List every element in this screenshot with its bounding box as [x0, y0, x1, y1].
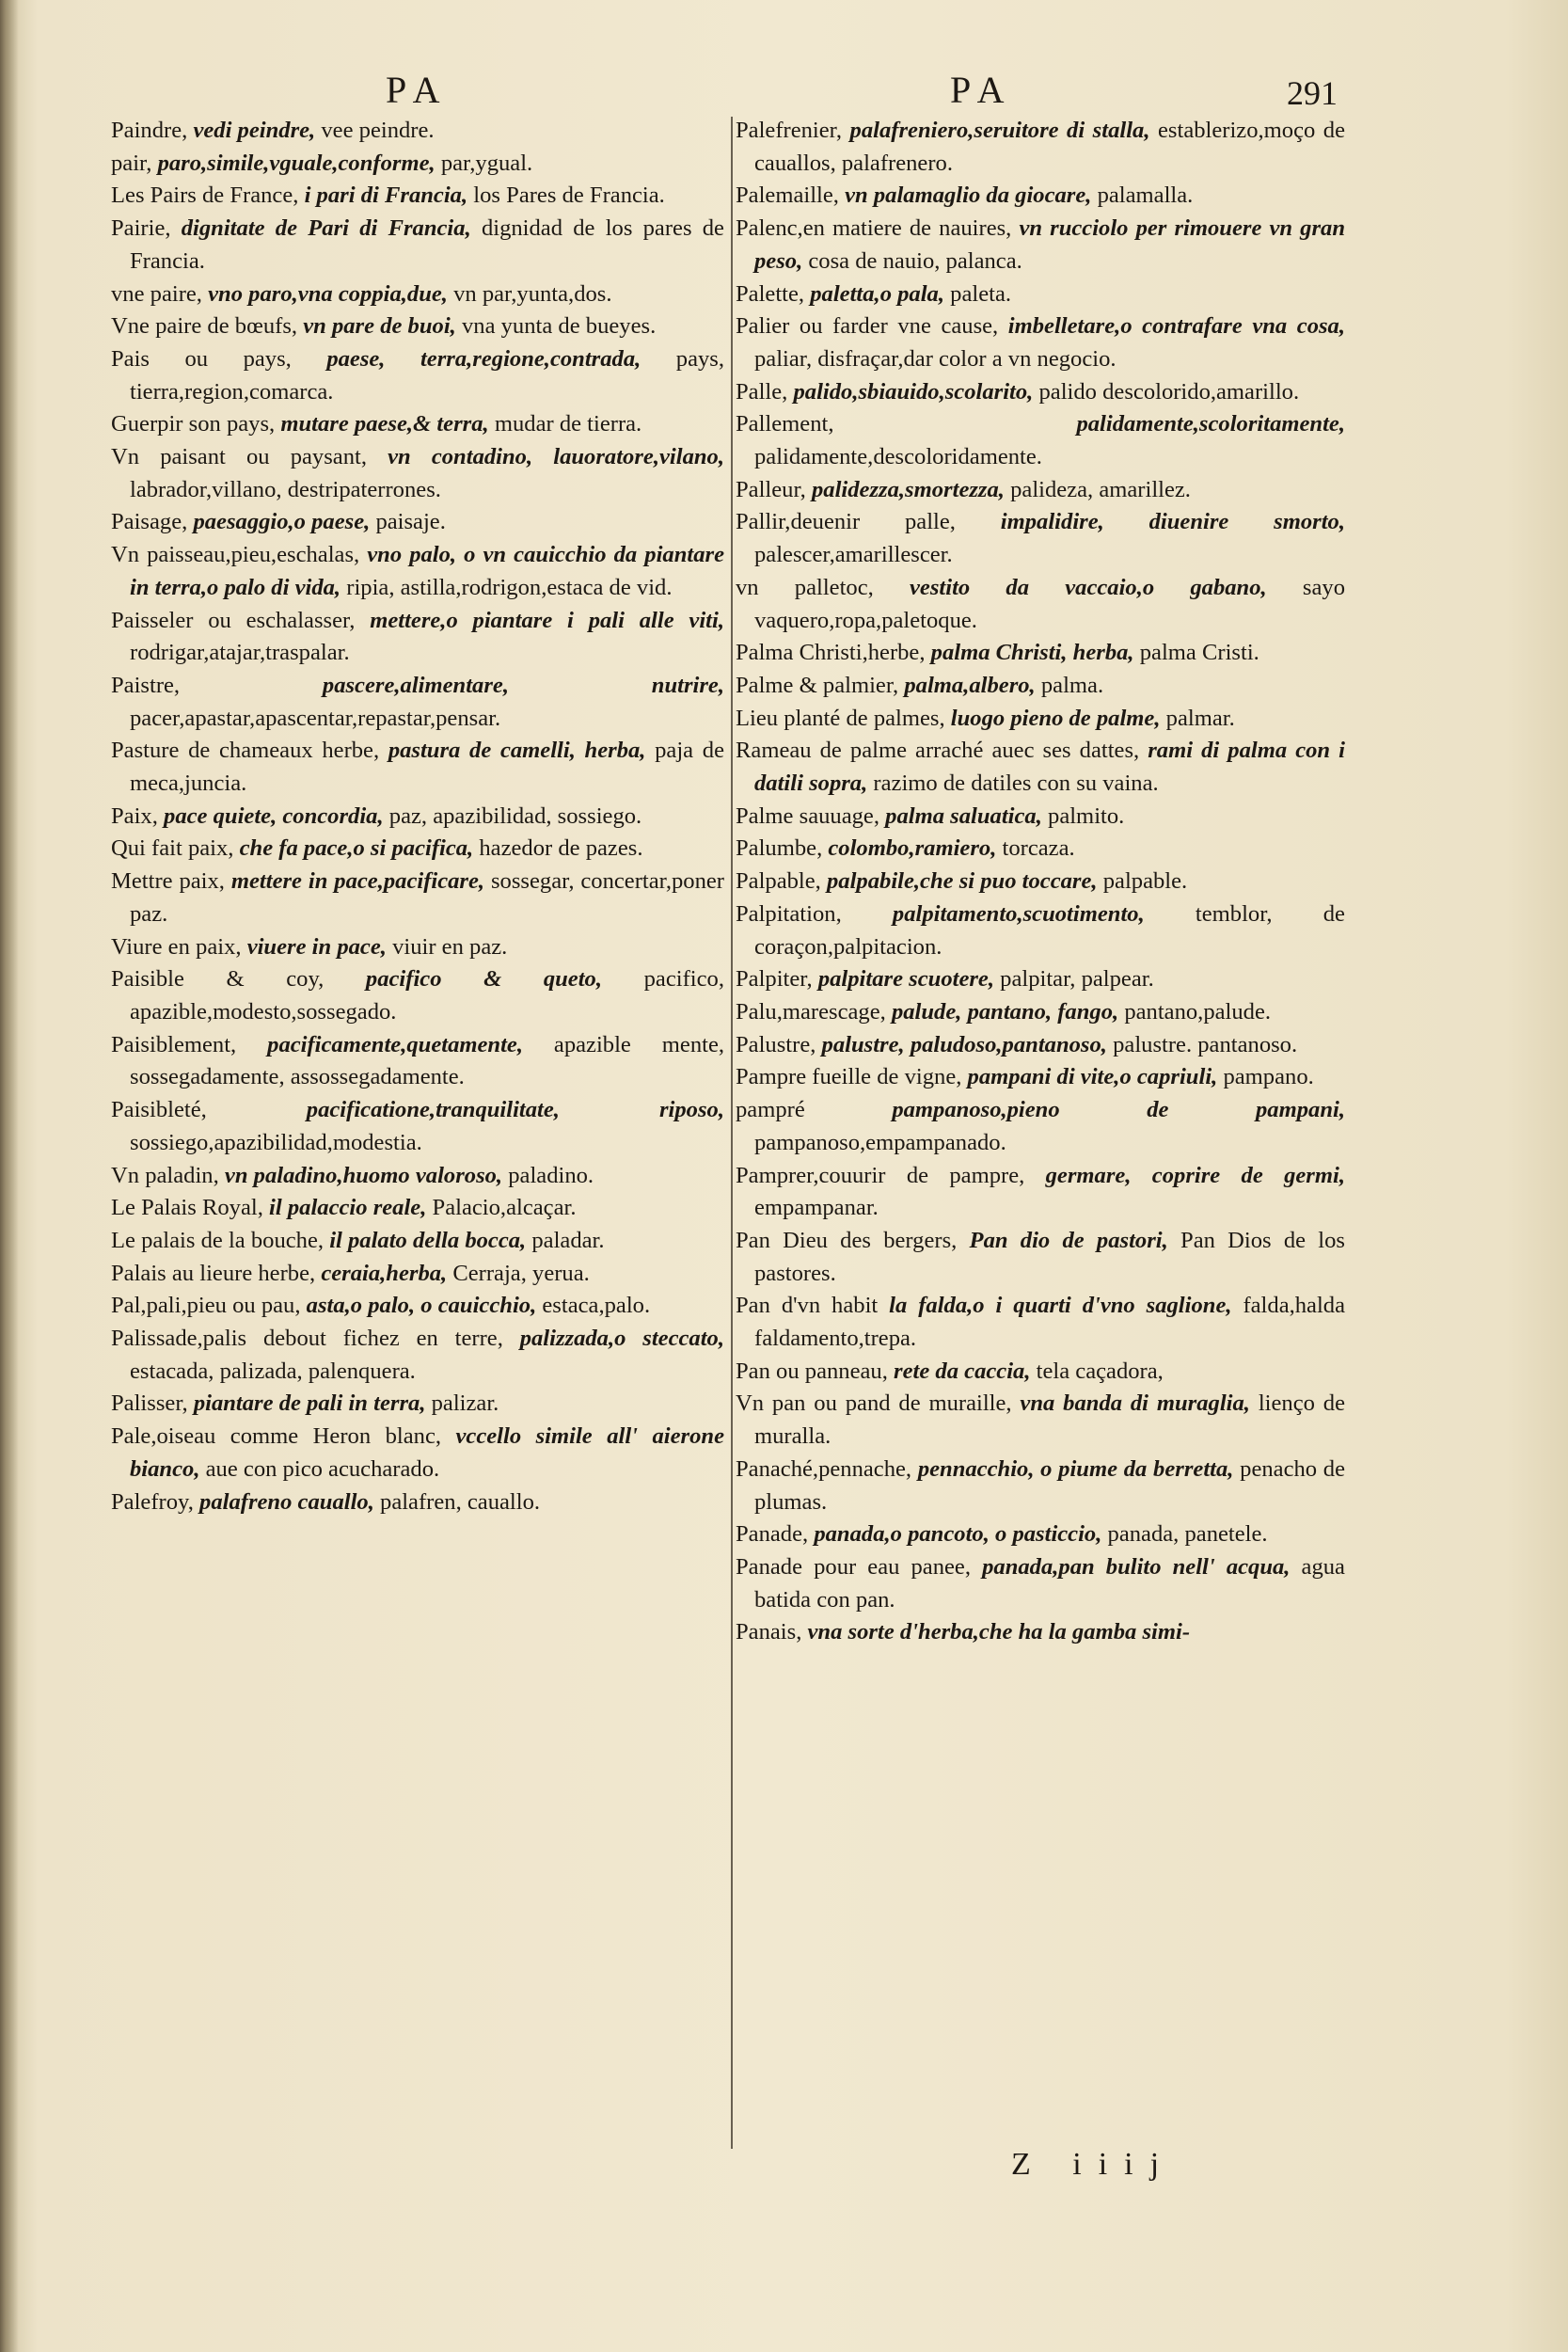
- italian-gloss: vn pare de buoi,: [303, 313, 456, 340]
- dictionary-entry: [736, 1356, 1345, 1389]
- french-headword: Lieu planté de palmes,: [736, 705, 945, 731]
- italian-gloss: palpabile,che si puo toccare,: [827, 868, 1098, 895]
- spanish-gloss: estacada, palizada, palenquera.: [130, 1358, 416, 1384]
- italian-gloss: mettere,o piantare i pali alle viti,: [370, 607, 724, 633]
- dictionary-entry: [736, 408, 1345, 473]
- dictionary-entry: [111, 148, 724, 181]
- french-headword: pampré: [736, 1097, 805, 1123]
- spanish-gloss: penacho de plumas.: [754, 1455, 1346, 1515]
- italian-gloss: vna banda di muraglia,: [1020, 1391, 1250, 1417]
- dictionary-entry: [736, 1616, 1345, 1649]
- french-headword: Pampre fueille de vigne,: [736, 1064, 962, 1090]
- italian-gloss: vno paro,vna coppia,due,: [208, 280, 448, 307]
- dictionary-entry: [736, 963, 1345, 996]
- dictionary-entry: [736, 474, 1345, 507]
- italian-gloss: vn paladino,huomo valoroso,: [224, 1162, 503, 1188]
- italian-gloss: panada,pan bulito nell' acqua,: [982, 1553, 1291, 1580]
- italian-gloss: il palato della bocca,: [329, 1227, 527, 1253]
- french-headword: Le palais de la bouche,: [111, 1227, 325, 1253]
- dictionary-entry: [111, 1388, 724, 1421]
- italian-gloss: palizzada,o steccato,: [519, 1326, 724, 1352]
- dictionary-entry: [111, 1421, 724, 1486]
- italian-gloss: ceraia,herba,: [321, 1260, 448, 1286]
- french-headword: Paistre,: [111, 672, 181, 698]
- dictionary-entry: [736, 1388, 1345, 1453]
- italian-gloss: che fa pace,o si pacifica,: [239, 835, 474, 862]
- dictionary-entry: [111, 1258, 724, 1291]
- dictionary-entry: [111, 931, 724, 964]
- dictionary-entry: [111, 408, 724, 441]
- spanish-gloss: palmito.: [1048, 803, 1125, 829]
- spanish-gloss: hazedor de pazes.: [479, 835, 643, 862]
- dictionary-entry: [111, 506, 724, 539]
- french-headword: Rameau de palme arraché auec ses dattes,: [736, 738, 1140, 764]
- spanish-gloss: palamalla.: [1097, 183, 1194, 209]
- french-headword: vne paire,: [111, 280, 202, 307]
- dictionary-entry: [111, 735, 724, 800]
- french-headword: Paisiblement,: [111, 1031, 237, 1057]
- italian-gloss: vedi peindre,: [193, 118, 316, 143]
- running-head-left: PA: [386, 69, 450, 111]
- spanish-gloss: falda,halda faldamento,trepa.: [754, 1293, 1346, 1352]
- spanish-gloss: los Pares de Francia.: [473, 183, 665, 209]
- italian-gloss: vna sorte d'herba,che ha la gamba simi-: [807, 1619, 1191, 1645]
- italian-gloss: vn palamaglio da giocare,: [845, 183, 1092, 209]
- italian-gloss: palido,sbiauido,scolarito,: [793, 378, 1034, 405]
- french-headword: Qui fait paix,: [111, 835, 234, 862]
- spanish-gloss: ripia, astilla,rodrigon,estaca de vid.: [346, 574, 673, 600]
- french-headword: Palpiter,: [736, 966, 813, 993]
- spanish-gloss: empampanar.: [754, 1195, 879, 1221]
- dictionary-entry: [111, 441, 724, 506]
- spanish-gloss: paliar, disfraçar,dar color a vn negocio.: [754, 345, 1117, 372]
- italian-gloss: paesaggio,o paese,: [193, 509, 371, 535]
- spanish-gloss: palustre. pantanoso.: [1113, 1031, 1298, 1057]
- italian-gloss: piantare de pali in terra,: [193, 1391, 426, 1417]
- spanish-gloss: sossiego,apazibilidad,modestia.: [130, 1129, 422, 1155]
- spanish-gloss: rodrigar,atajar,traspalar.: [130, 640, 350, 666]
- italian-gloss: vccello simile all' aierone bianco,: [130, 1423, 724, 1482]
- french-headword: Viure en paix,: [111, 933, 242, 960]
- french-headword: Paisibleté,: [111, 1097, 207, 1123]
- italian-gloss: palpitare scuotere,: [817, 966, 994, 993]
- spanish-gloss: tela caçadora,: [1036, 1358, 1164, 1384]
- french-headword: Palefrenier,: [736, 118, 843, 143]
- spanish-gloss: aue con pico acucharado.: [205, 1455, 440, 1482]
- italian-gloss: mutare paese,& terra,: [280, 411, 489, 437]
- italian-gloss: viuere in pace,: [246, 933, 387, 960]
- dictionary-entry: [111, 670, 724, 735]
- italian-gloss: palma Christi, herba,: [930, 640, 1134, 666]
- dictionary-entry: [736, 670, 1345, 703]
- dictionary-entry: [736, 1029, 1345, 1062]
- french-headword: Palu,marescage,: [736, 998, 886, 1025]
- italian-gloss: palpitamento,scuotimento,: [892, 900, 1145, 927]
- french-headword: Palma Christi,herbe,: [736, 640, 926, 666]
- dictionary-entry: [736, 1225, 1345, 1290]
- italian-gloss: palma saluatica,: [885, 803, 1042, 829]
- spanish-gloss: palmar.: [1165, 705, 1235, 731]
- spanish-gloss: palideza, amarillez.: [1010, 476, 1191, 502]
- italian-gloss: vno palo, o vn cauicchio da piantare in terra,o palo di vida,: [130, 542, 724, 600]
- spanish-gloss: palpitar, palpear.: [1000, 966, 1154, 993]
- spanish-gloss: vn par,yunta,dos.: [453, 280, 612, 307]
- italian-gloss: i pari di Francia,: [304, 183, 468, 209]
- italian-gloss: pampani di vite,o capriuli,: [967, 1064, 1218, 1090]
- dictionary-entry: [111, 833, 724, 866]
- dictionary-entry: [736, 703, 1345, 736]
- spanish-gloss: pantano,palude.: [1124, 998, 1272, 1025]
- spanish-gloss: paleta.: [950, 280, 1012, 307]
- left-column: [111, 115, 724, 1518]
- spanish-gloss: pampano.: [1223, 1064, 1314, 1090]
- french-headword: Pamprer,couurir de pampre,: [736, 1162, 1025, 1188]
- dictionary-entry: [736, 1454, 1345, 1518]
- spanish-gloss: razimo de datiles con su vaina.: [873, 771, 1159, 797]
- spanish-gloss: temblor, de coraçon,palpitacion.: [754, 900, 1345, 960]
- italian-gloss: paro,simile,vguale,conforme,: [157, 150, 436, 176]
- french-headword: Pale,oiseau comme Heron blanc,: [111, 1423, 442, 1450]
- dictionary-entry: [736, 866, 1345, 898]
- french-headword: Pallir,deuenir palle,: [736, 509, 956, 535]
- dictionary-entry: [111, 605, 724, 670]
- spanish-gloss: pays, tierra,region,comarca.: [130, 345, 725, 405]
- dictionary-entry: [736, 506, 1345, 571]
- spanish-gloss: pampanoso,empampanado.: [754, 1129, 1006, 1155]
- spanish-gloss: palescer,amarillescer.: [754, 542, 953, 568]
- italian-gloss: vn rucciolo per rimouere vn gran peso,: [754, 215, 1345, 274]
- italian-gloss: imbelletare,o contrafare vna cosa,: [1007, 313, 1346, 340]
- french-headword: Paisseler ou eschalasser,: [111, 607, 356, 633]
- italian-gloss: pastura de camelli, herba,: [388, 738, 646, 764]
- dictionary-entry: [736, 213, 1345, 278]
- italian-gloss: palustre, paludoso,pantanoso,: [821, 1031, 1107, 1057]
- dictionary-entry: [736, 637, 1345, 670]
- italian-gloss: paese, terra,regione,contrada,: [326, 345, 641, 372]
- italian-gloss: paletta,o pala,: [810, 280, 945, 307]
- dictionary-entry: [111, 213, 724, 278]
- running-head-right: PA: [950, 69, 1014, 111]
- spanish-gloss: torcaza.: [1002, 835, 1075, 862]
- spanish-gloss: sayo vaquero,ropa,paletoque.: [754, 574, 1345, 633]
- dictionary-entry: [111, 1192, 724, 1225]
- italian-gloss: palafreno cauallo,: [199, 1488, 374, 1515]
- dictionary-entry: [736, 801, 1345, 834]
- dictionary-entry: [111, 801, 724, 834]
- french-headword: Palustre,: [736, 1031, 816, 1057]
- spanish-gloss: Palacio,alcaçar.: [432, 1195, 577, 1221]
- dictionary-entry: [736, 1290, 1345, 1355]
- french-headword: Panais,: [736, 1619, 802, 1645]
- italian-gloss: palude, pantano, fango,: [891, 998, 1119, 1025]
- spanish-gloss: palafren, cauallo.: [380, 1488, 541, 1515]
- dictionary-entry: [736, 115, 1345, 180]
- french-headword: Vn paisant ou paysant,: [111, 444, 367, 470]
- dictionary-entry: [111, 343, 724, 408]
- french-headword: Palme & palmier,: [736, 672, 899, 698]
- dictionary-entry: [736, 735, 1345, 800]
- french-headword: Pan Dieu des bergers,: [736, 1227, 958, 1253]
- dictionary-entry: [111, 1225, 724, 1258]
- spanish-gloss: viuir en paz.: [392, 933, 508, 960]
- dictionary-entry: [736, 1094, 1345, 1159]
- french-headword: Panade,: [736, 1521, 809, 1548]
- spanish-gloss: labrador,villano, destripaterrones.: [130, 476, 441, 502]
- dictionary-entry: [736, 278, 1345, 311]
- spanish-gloss: panada, panetele.: [1107, 1521, 1268, 1548]
- french-headword: Palefroy,: [111, 1488, 194, 1515]
- french-headword: Paix,: [111, 803, 158, 829]
- dictionary-entry: [111, 278, 724, 311]
- spanish-gloss: cosa de nauio, palanca.: [808, 247, 1022, 274]
- french-headword: Palleur,: [736, 476, 806, 502]
- italian-gloss: pampanoso,pieno de pampani,: [892, 1097, 1345, 1123]
- italian-gloss: pacificamente,quetamente,: [267, 1031, 523, 1057]
- spanish-gloss: paz, apazibilidad, sossiego.: [388, 803, 642, 829]
- french-headword: Pal,pali,pieu ou pau,: [111, 1293, 301, 1319]
- spanish-gloss: mudar de tierra.: [494, 411, 642, 437]
- dictionary-entry: [111, 1029, 724, 1094]
- french-headword: Panade pour eau panee,: [736, 1553, 971, 1580]
- spanish-gloss: vee peindre.: [321, 118, 435, 143]
- dictionary-entry: [736, 1160, 1345, 1225]
- dictionary-entry: [736, 310, 1345, 375]
- spine-shadow: [0, 0, 19, 2352]
- french-headword: Paisage,: [111, 509, 188, 535]
- french-headword: Palier ou farder vne cause,: [736, 313, 999, 340]
- dictionary-entry: [736, 572, 1345, 637]
- spanish-gloss: paisaje.: [375, 509, 446, 535]
- french-headword: Palumbe,: [736, 835, 823, 862]
- italian-gloss: Pan dio de pastori,: [969, 1227, 1168, 1253]
- french-headword: Palette,: [736, 280, 805, 307]
- french-headword: Palle,: [736, 378, 788, 405]
- dictionary-entry: [736, 1551, 1345, 1616]
- italian-gloss: vn contadino, lauoratore,vilano,: [388, 444, 724, 470]
- page-number: 291: [1287, 74, 1338, 112]
- dictionary-entry: [736, 1061, 1345, 1094]
- dictionary-entry: [111, 115, 724, 148]
- spanish-gloss: palma.: [1040, 672, 1104, 698]
- italian-gloss: dignitate de Pari di Francia,: [181, 215, 471, 242]
- italian-gloss: pacificatione,tranquilitate, riposo,: [306, 1097, 724, 1123]
- italian-gloss: la falda,o i quarti d'vno saglione,: [889, 1293, 1232, 1319]
- french-headword: Vn pan ou pand de muraille,: [736, 1391, 1012, 1417]
- signature-mark: Z iiij: [1011, 2147, 1177, 2182]
- italian-gloss: pacifico & queto,: [365, 966, 603, 993]
- dictionary-entry: [736, 898, 1345, 963]
- french-headword: vn palletoc,: [736, 574, 874, 600]
- spanish-gloss: estaca,palo.: [542, 1293, 651, 1319]
- french-headword: Palissade,palis debout fichez en terre,: [111, 1326, 503, 1352]
- italian-gloss: palma,albero,: [904, 672, 1036, 698]
- french-headword: Le Palais Royal,: [111, 1195, 263, 1221]
- italian-gloss: germare, coprire de germi,: [1045, 1162, 1345, 1188]
- spanish-gloss: par,ygual.: [440, 150, 533, 176]
- spanish-gloss: dignidad de los pares de Francia.: [130, 215, 724, 274]
- spanish-gloss: palido descolorido,amarillo.: [1038, 378, 1300, 405]
- italian-gloss: palidamente,scoloritamente,: [1076, 411, 1345, 437]
- spanish-gloss: paladino.: [508, 1162, 594, 1188]
- dictionary-entry: [111, 180, 724, 213]
- italian-gloss: rami di palma con i datili sopra,: [754, 738, 1345, 797]
- italian-gloss: rete da caccia,: [894, 1358, 1031, 1384]
- dictionary-entry: [111, 1323, 724, 1388]
- french-headword: Palais au lieure herbe,: [111, 1260, 316, 1286]
- french-headword: Guerpir son pays,: [111, 411, 276, 437]
- french-headword: Vn paisseau,pieu,eschalas,: [111, 542, 360, 568]
- italian-gloss: luogo pieno de palme,: [950, 705, 1161, 731]
- french-headword: Paindre,: [111, 118, 188, 143]
- dictionary-entry: [736, 376, 1345, 409]
- french-headword: Panaché,pennache,: [736, 1455, 912, 1482]
- spanish-gloss: Pan Dios de los pastores.: [754, 1227, 1346, 1286]
- dictionary-entry: [111, 1290, 724, 1323]
- french-headword: Les Pairs de France,: [111, 183, 299, 209]
- italian-gloss: colombo,ramiero,: [828, 835, 997, 862]
- french-headword: Pallement,: [736, 411, 834, 437]
- french-headword: Vn paladin,: [111, 1162, 219, 1188]
- french-headword: Paisible & coy,: [111, 966, 325, 993]
- french-headword: Palemaille,: [736, 183, 839, 209]
- italian-gloss: asta,o palo, o cauicchio,: [306, 1293, 537, 1319]
- dictionary-entry: [111, 1094, 724, 1159]
- italian-gloss: panada,o pancoto, o pasticcio,: [814, 1521, 1102, 1548]
- italian-gloss: pace quiete, concordia,: [164, 803, 384, 829]
- french-headword: Mettre paix,: [111, 868, 225, 895]
- dictionary-entry: [111, 1486, 724, 1519]
- italian-gloss: palafreniero,seruitore di stalla,: [849, 118, 1150, 143]
- spanish-gloss: Cerraja, yerua.: [452, 1260, 590, 1286]
- french-headword: Pairie,: [111, 215, 171, 242]
- spanish-gloss: pacer,apastar,apascentar,repastar,pensar.: [130, 705, 501, 731]
- italian-gloss: il palaccio reale,: [269, 1195, 427, 1221]
- dictionary-entry: [736, 1518, 1345, 1551]
- italian-gloss: palidezza,smortezza,: [811, 476, 1005, 502]
- french-headword: Palpitation,: [736, 900, 842, 927]
- italian-gloss: pascere,alimentare, nutrire,: [322, 672, 724, 698]
- dictionary-entry: [111, 963, 724, 1028]
- italian-gloss: pennacchio, o piume da berretta,: [917, 1455, 1234, 1482]
- spanish-gloss: establerizo,moço de cauallos, palafrenero.: [754, 118, 1346, 176]
- french-headword: Pais ou pays,: [111, 345, 292, 372]
- spanish-gloss: palizar.: [431, 1391, 499, 1417]
- spanish-gloss: paja de meca,juncia.: [130, 738, 724, 797]
- dictionary-entry: [111, 866, 724, 930]
- spanish-gloss: palma Cristi.: [1139, 640, 1259, 666]
- spanish-gloss: pacifico, apazible,modesto,sossegado.: [130, 966, 724, 1025]
- column-divider: [731, 117, 733, 2149]
- french-headword: Vne paire de bœufs,: [111, 313, 298, 340]
- dictionary-entry: [111, 1160, 724, 1193]
- french-headword: pair,: [111, 150, 152, 176]
- french-headword: Pan d'vn habit: [736, 1293, 879, 1319]
- french-headword: Palisser,: [111, 1391, 188, 1417]
- spanish-gloss: paladar.: [531, 1227, 605, 1253]
- spanish-gloss: palidamente,descoloridamente.: [754, 444, 1042, 470]
- spanish-gloss: agua batida con pan.: [754, 1553, 1345, 1613]
- spanish-gloss: lienço de muralla.: [754, 1391, 1345, 1450]
- right-column: [736, 115, 1345, 1649]
- french-headword: Palme sauuage,: [736, 803, 879, 829]
- dictionary-entry: [736, 996, 1345, 1029]
- spanish-gloss: apazible mente, sossegadamente, assossegadamente.: [130, 1031, 725, 1090]
- french-headword: Palenc,en matiere de nauires,: [736, 215, 1012, 242]
- spanish-gloss: vna yunta de bueyes.: [461, 313, 657, 340]
- italian-gloss: vestito da vaccaio,o gabano,: [910, 574, 1267, 600]
- dictionary-entry: [736, 833, 1345, 866]
- french-headword: Palpable,: [736, 868, 821, 895]
- dictionary-entry: [736, 180, 1345, 213]
- dictionary-entry: [111, 310, 724, 343]
- italian-gloss: mettere in pace,pacificare,: [230, 868, 485, 895]
- spanish-gloss: sossegar, concertar,poner paz.: [130, 868, 725, 927]
- french-headword: Pasture de chameaux herbe,: [111, 738, 380, 764]
- french-headword: Pan ou panneau,: [736, 1358, 888, 1384]
- italian-gloss: impalidire, diuenire smorto,: [1000, 509, 1345, 535]
- spanish-gloss: palpable.: [1102, 868, 1188, 895]
- dictionary-entry: [111, 539, 724, 604]
